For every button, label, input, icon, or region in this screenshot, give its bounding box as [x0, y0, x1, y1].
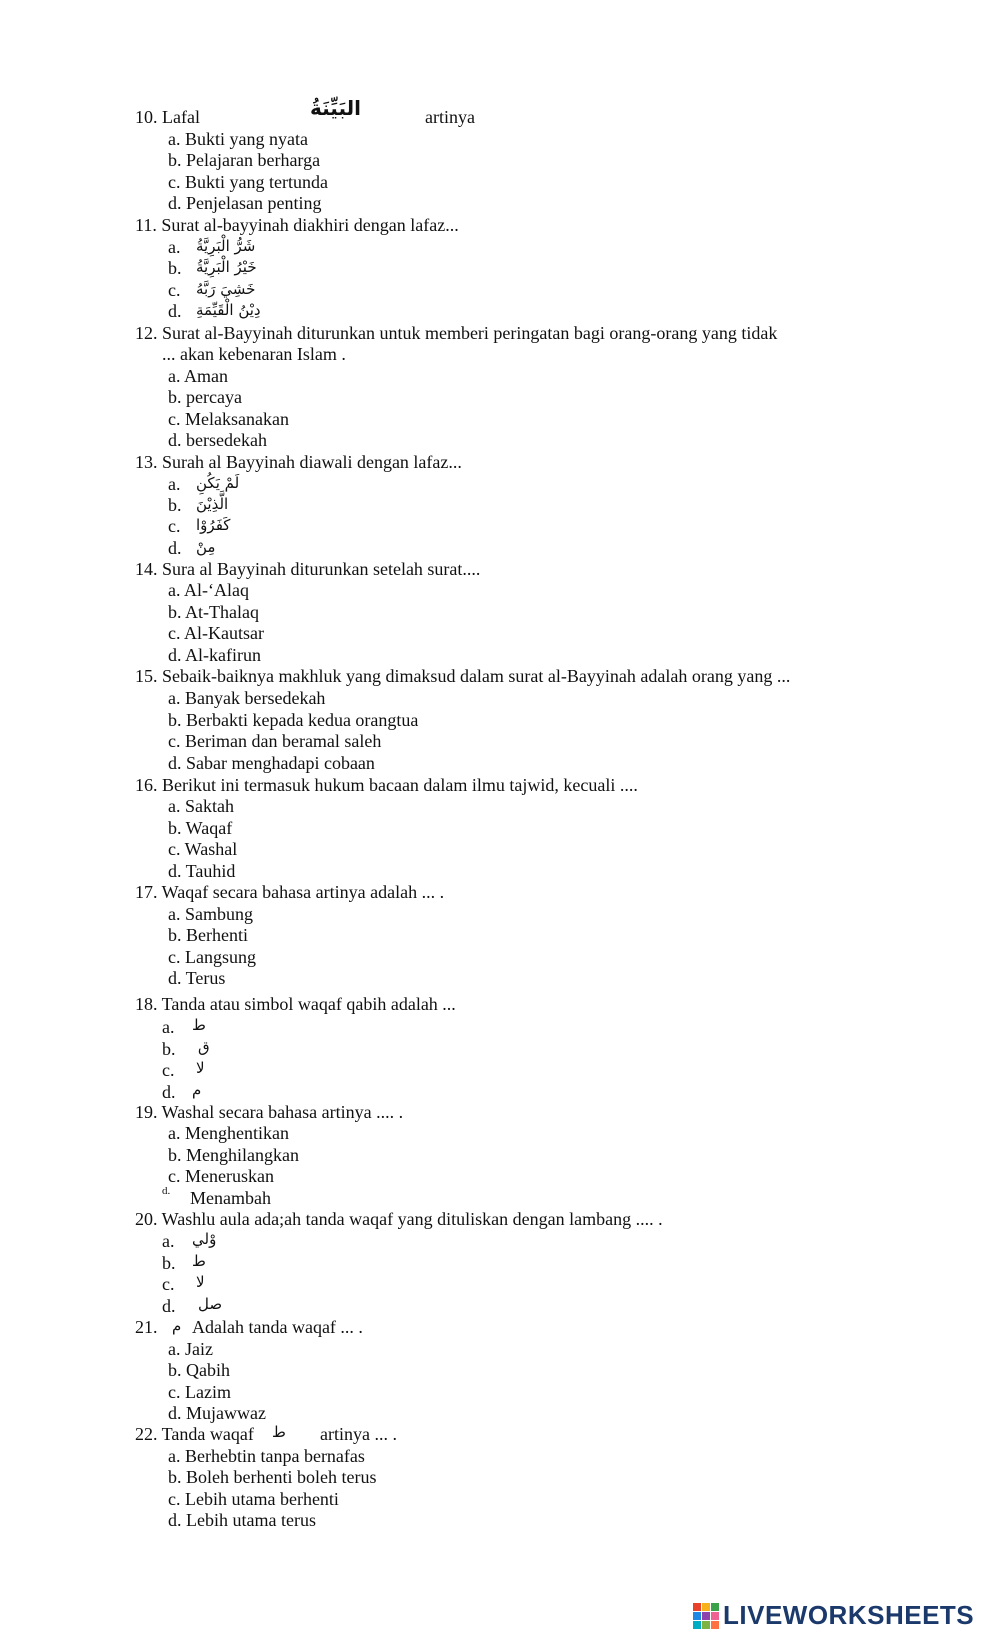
option-c[interactable]: c. Langsung [168, 947, 256, 967]
logo-grid-icon [693, 1603, 719, 1629]
question-stem-line2: ... akan kebenaran Islam . [162, 344, 346, 364]
option-b-arabic[interactable]: خَيْرُ الْبَرِيَّةُ [196, 258, 257, 276]
question-stem: 11. Surat al-bayyinah diakhiri dengan lafaz... [135, 215, 459, 235]
option-c[interactable]: c. Al-Kautsar [168, 623, 264, 643]
question-stem: 22. Tanda waqaf [135, 1424, 254, 1444]
option-d[interactable]: d. Mujawwaz [168, 1403, 266, 1423]
option-a-letter[interactable]: a. [168, 474, 181, 494]
option-c-arabic[interactable]: كَفَرُوْا [196, 516, 231, 534]
option-c[interactable]: c. Washal [168, 839, 238, 859]
option-b[interactable]: b. Berhenti [168, 925, 248, 945]
option-a[interactable]: a. Bukti yang nyata [168, 129, 308, 149]
option-a[interactable]: a. Al-‘Alaq [168, 580, 249, 600]
arabic-symbol: م [172, 1317, 182, 1335]
option-d[interactable]: d. Sabar menghadapi cobaan [168, 753, 375, 773]
option-a[interactable]: a. Aman [168, 366, 228, 386]
liveworksheets-logo [693, 1600, 974, 1631]
option-d[interactable]: d. Al-kafirun [168, 645, 261, 665]
logo-square [711, 1603, 719, 1611]
option-d-letter[interactable]: d. [168, 301, 182, 321]
option-a-arabic[interactable]: وْلي [192, 1230, 217, 1248]
logo-square [702, 1621, 710, 1629]
option-c[interactable]: c. Melaksanakan [168, 409, 289, 429]
question-stem: 14. Sura al Bayyinah diturunkan setelah surat.... [135, 559, 481, 579]
question-number: 21. [135, 1317, 158, 1337]
option-b-arabic[interactable]: ط [192, 1252, 206, 1270]
option-a-arabic[interactable]: شَرُّ الْبَرِيَّةُ [196, 237, 256, 255]
option-d[interactable]: d. bersedekah [168, 430, 267, 450]
option-b[interactable]: b. Waqaf [168, 818, 233, 838]
option-d[interactable]: d. Terus [168, 968, 226, 988]
option-c-letter[interactable]: c. [168, 516, 181, 536]
option-c-arabic[interactable]: لا [196, 1059, 205, 1077]
option-c-letter[interactable]: c. [162, 1274, 175, 1294]
option-d-arabic[interactable]: دِيْنُ الْقَيِّمَةِ [196, 301, 261, 319]
option-c-letter[interactable]: c. [168, 280, 181, 300]
logo-square [702, 1603, 710, 1611]
arabic-symbol: ط [272, 1423, 286, 1441]
option-a[interactable]: a. Saktah [168, 796, 234, 816]
option-d[interactable]: d. Tauhid [168, 861, 236, 881]
option-c[interactable]: c. Meneruskan [168, 1166, 274, 1186]
option-c[interactable]: c. Beriman dan beramal saleh [168, 731, 382, 751]
logo-square [711, 1612, 719, 1620]
option-d-letter[interactable]: d. [162, 1185, 171, 1197]
option-b[interactable]: b. At-Thalaq [168, 602, 259, 622]
brand-name: LIVEWORKSHEETS [723, 1600, 975, 1630]
option-b-letter[interactable]: b. [162, 1039, 176, 1059]
option-d-letter[interactable]: d. [162, 1296, 176, 1316]
option-a[interactable]: a. Berhebtin tanpa bernafas [168, 1446, 365, 1466]
question-stem: 13. Surah al Bayyinah diawali dengan lafaz... [135, 452, 462, 472]
question-stem: 20. Washlu aula ada;ah tanda waqaf yang dituliskan dengan lambang .... . [135, 1209, 663, 1229]
option-d-text[interactable]: Menambah [190, 1188, 271, 1208]
option-d-arabic[interactable]: مِنْ [196, 538, 216, 556]
question-stem: 16. Berikut ini termasuk hukum bacaan dalam ilmu tajwid, kecuali .... [135, 775, 638, 795]
option-a[interactable]: a. Sambung [168, 904, 253, 924]
question-stem-suffix: Adalah tanda waqaf ... . [192, 1317, 363, 1337]
question-stem: 15. Sebaik-baiknya makhluk yang dimaksud dalam surat al-Bayyinah adalah orang yang ... [135, 666, 791, 686]
option-b-arabic[interactable]: ق [198, 1038, 210, 1056]
option-c-arabic[interactable]: خَشِيَ رَبَّهُ [196, 280, 256, 298]
option-b-letter[interactable]: b. [162, 1253, 176, 1273]
option-c[interactable]: c. Bukti yang tertunda [168, 172, 328, 192]
option-b[interactable]: b. Berbakti kepada kedua orangtua [168, 710, 419, 730]
option-b-arabic[interactable]: الَّذِيْنَ [196, 495, 229, 513]
option-b[interactable]: b. Qabih [168, 1360, 230, 1380]
option-a-arabic[interactable]: ط [192, 1016, 206, 1034]
option-d[interactable]: d. Penjelasan penting [168, 193, 322, 213]
option-d-letter[interactable]: d. [168, 538, 182, 558]
option-b-letter[interactable]: b. [168, 258, 182, 278]
option-b[interactable]: b. Boleh berhenti boleh terus [168, 1467, 377, 1487]
option-c-arabic[interactable]: لا [196, 1273, 205, 1291]
question-stem-suffix: artinya ... . [320, 1424, 397, 1444]
option-a-letter[interactable]: a. [162, 1231, 175, 1251]
option-c[interactable]: c. Lazim [168, 1382, 231, 1402]
option-a[interactable]: a. Menghentikan [168, 1123, 289, 1143]
option-a[interactable]: a. Banyak bersedekah [168, 688, 326, 708]
option-a-letter[interactable]: a. [168, 237, 181, 257]
option-b[interactable]: b. Menghilangkan [168, 1145, 299, 1165]
option-a[interactable]: a. Jaiz [168, 1339, 213, 1359]
option-b-letter[interactable]: b. [168, 495, 182, 515]
option-a-arabic[interactable]: لَمْ يَكُنِ [196, 474, 240, 492]
question-stem: 18. Tanda atau simbol waqaf qabih adalah ... [135, 994, 456, 1014]
question-stem: 19. Washal secara bahasa artinya .... . [135, 1102, 404, 1122]
option-a-letter[interactable]: a. [162, 1017, 175, 1037]
option-b[interactable]: b. percaya [168, 387, 242, 407]
question-stem-suffix: artinya [425, 107, 475, 127]
option-c[interactable]: c. Lebih utama berhenti [168, 1489, 339, 1509]
logo-square [693, 1603, 701, 1611]
logo-square [693, 1621, 701, 1629]
arabic-word: البَيِّنَةُ [310, 96, 361, 120]
logo-square [702, 1612, 710, 1620]
question-stem: 10. Lafal [135, 107, 200, 127]
question-stem: 12. Surat al-Bayyinah diturunkan untuk memberi peringatan bagi orang-orang yang tidak [135, 323, 778, 343]
logo-square [693, 1612, 701, 1620]
option-d-arabic[interactable]: صل [198, 1295, 223, 1313]
option-d[interactable]: d. Lebih utama terus [168, 1510, 316, 1530]
question-stem: 17. Waqaf secara bahasa artinya adalah ... . [135, 882, 445, 902]
option-d-arabic[interactable]: م [192, 1081, 202, 1099]
option-d-letter[interactable]: d. [162, 1082, 176, 1102]
option-c-letter[interactable]: c. [162, 1060, 175, 1080]
option-b[interactable]: b. Pelajaran berharga [168, 150, 321, 170]
logo-square [711, 1621, 719, 1629]
